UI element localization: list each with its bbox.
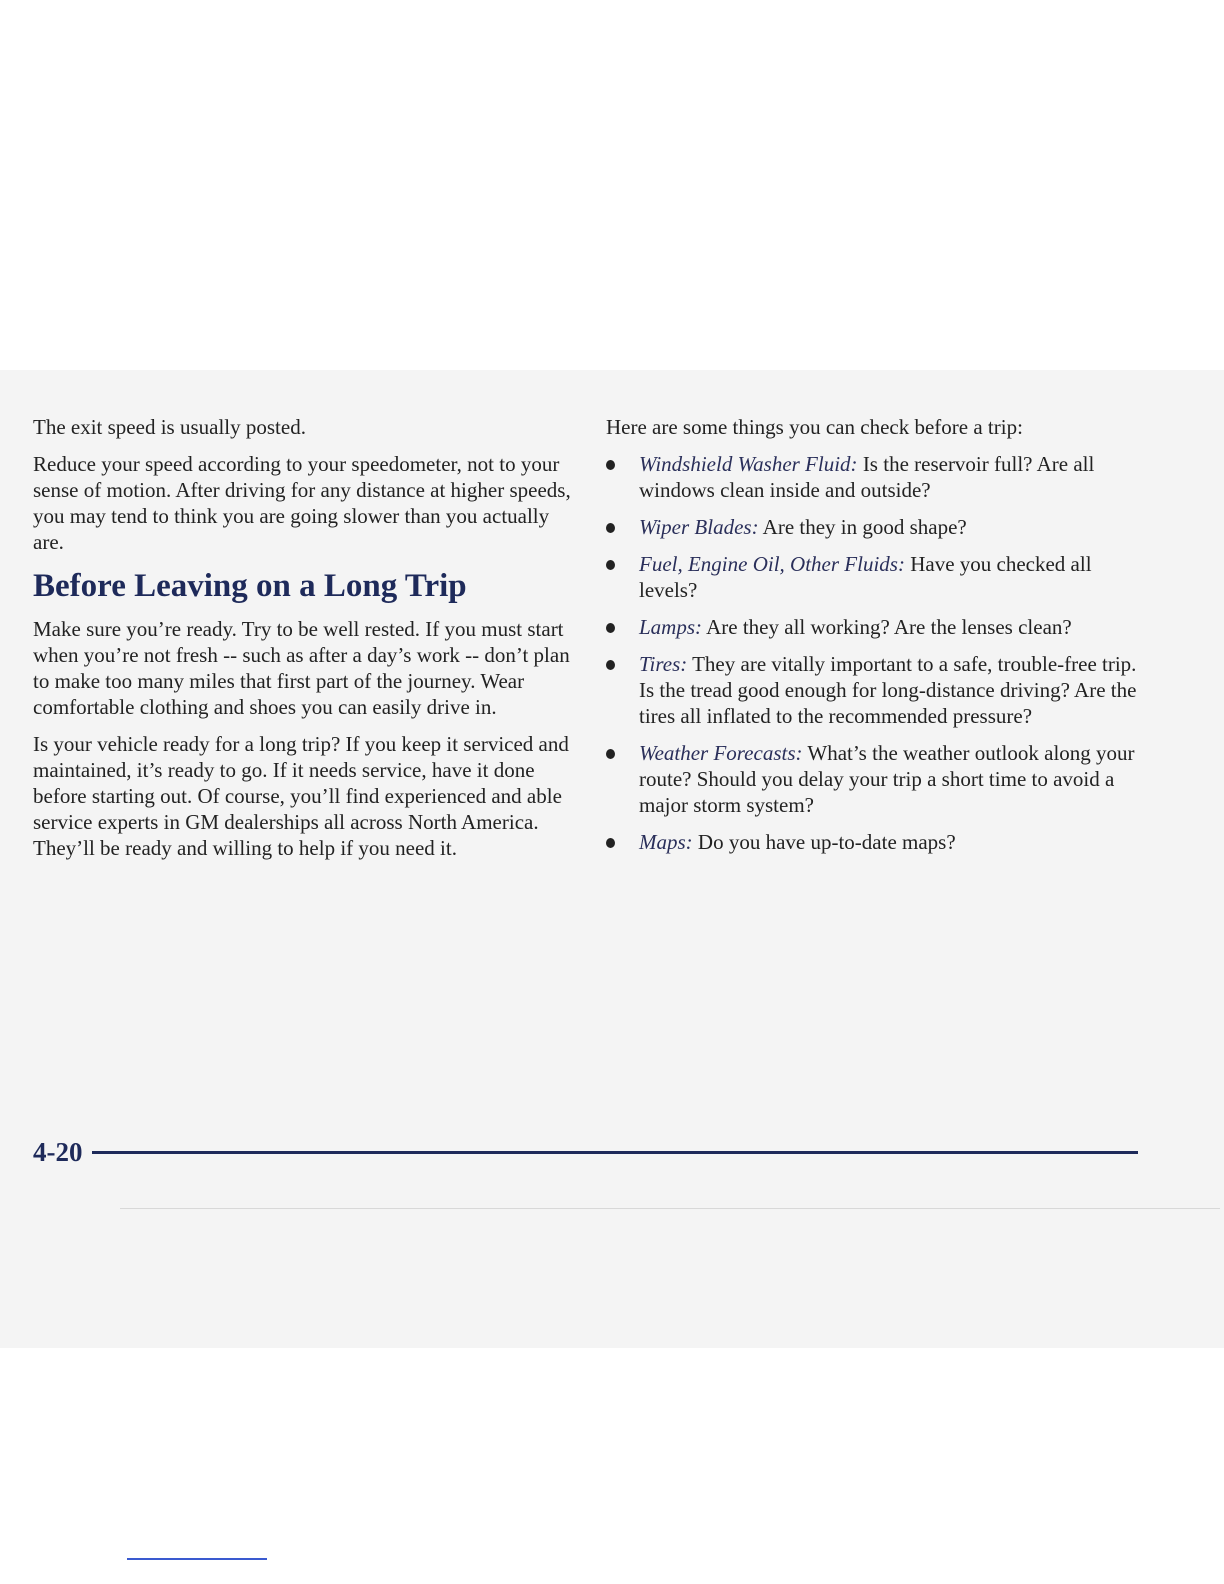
item-label: Wiper Blades: — [639, 515, 759, 539]
item-text: They are vitally important to a safe, trouble-free trip. Is the tread good enough for long-distance driving? Are the tires all inflated to the recommended pressure? — [639, 652, 1137, 728]
list-item — [606, 514, 1146, 540]
section-heading: Before Leaving on a Long Trip — [33, 568, 467, 604]
exit-speed-paragraph: The exit speed is usually posted. — [33, 415, 306, 439]
bullet-icon — [606, 838, 615, 848]
item-text: Do you have up-to-date maps? — [692, 830, 956, 854]
bullet-icon — [606, 560, 615, 570]
item-text: What’s the weather outlook along your route? Should you delay your trip a short time to avoid a major storm system? — [639, 741, 1135, 817]
trip-checklist — [606, 451, 1146, 855]
bullet-icon — [606, 660, 615, 670]
item-text: Are they in good shape? — [758, 515, 967, 539]
vehicle-ready-paragraph: Is your vehicle ready for a long trip? If you keep it serviced and maintained, it’s ready to go. If it needs service, have it done before starting out. Of course, you’ll find experienced and able service experts in GM dealerships all across North America. They’ll be ready and willing to help if you need it. — [33, 732, 569, 860]
item-label: Tires: — [639, 652, 688, 676]
bullet-icon — [606, 523, 615, 533]
left-column — [33, 414, 573, 872]
item-text: Is the reservoir full? Are all windows clean inside and outside? — [639, 452, 1095, 502]
list-item — [606, 451, 1146, 503]
bottom-link-underline — [127, 1558, 267, 1560]
item-label: Lamps: — [639, 615, 703, 639]
item-label: Maps: — [639, 830, 693, 854]
bullet-icon — [606, 749, 615, 759]
page-number: 4-20 — [33, 1137, 83, 1167]
item-label: Fuel, Engine Oil, Other Fluids: — [639, 552, 905, 576]
item-text: Are they all working? Are the lenses clean? — [702, 615, 1072, 639]
ready-paragraph: Make sure you’re ready. Try to be well rested. If you must start when you’re not fresh -- such as after a day’s work -- don’t plan to make too many miles that first part of the journey. Wear comfortable clothing and shoes you can easily drive in. — [33, 617, 570, 719]
item-label: Weather Forecasts: — [639, 741, 803, 765]
list-item — [606, 829, 1146, 855]
checklist-intro: Here are some things you can check before a trip: — [606, 415, 1023, 439]
item-text: Have you checked all levels? — [639, 552, 1092, 602]
list-item — [606, 551, 1146, 603]
item-label: Windshield Washer Fluid: — [639, 452, 858, 476]
list-item — [606, 651, 1146, 729]
list-item — [606, 614, 1146, 640]
footer-divider — [92, 1151, 1138, 1154]
bullet-icon — [606, 623, 615, 633]
right-column — [606, 414, 1146, 866]
speedometer-paragraph: Reduce your speed according to your speedometer, not to your sense of motion. After driving for any distance at higher speeds, you may tend to think you are going slower than you actually are. — [33, 452, 571, 554]
scan-divider — [120, 1208, 1220, 1209]
bullet-icon — [606, 460, 615, 470]
list-item — [606, 740, 1146, 818]
